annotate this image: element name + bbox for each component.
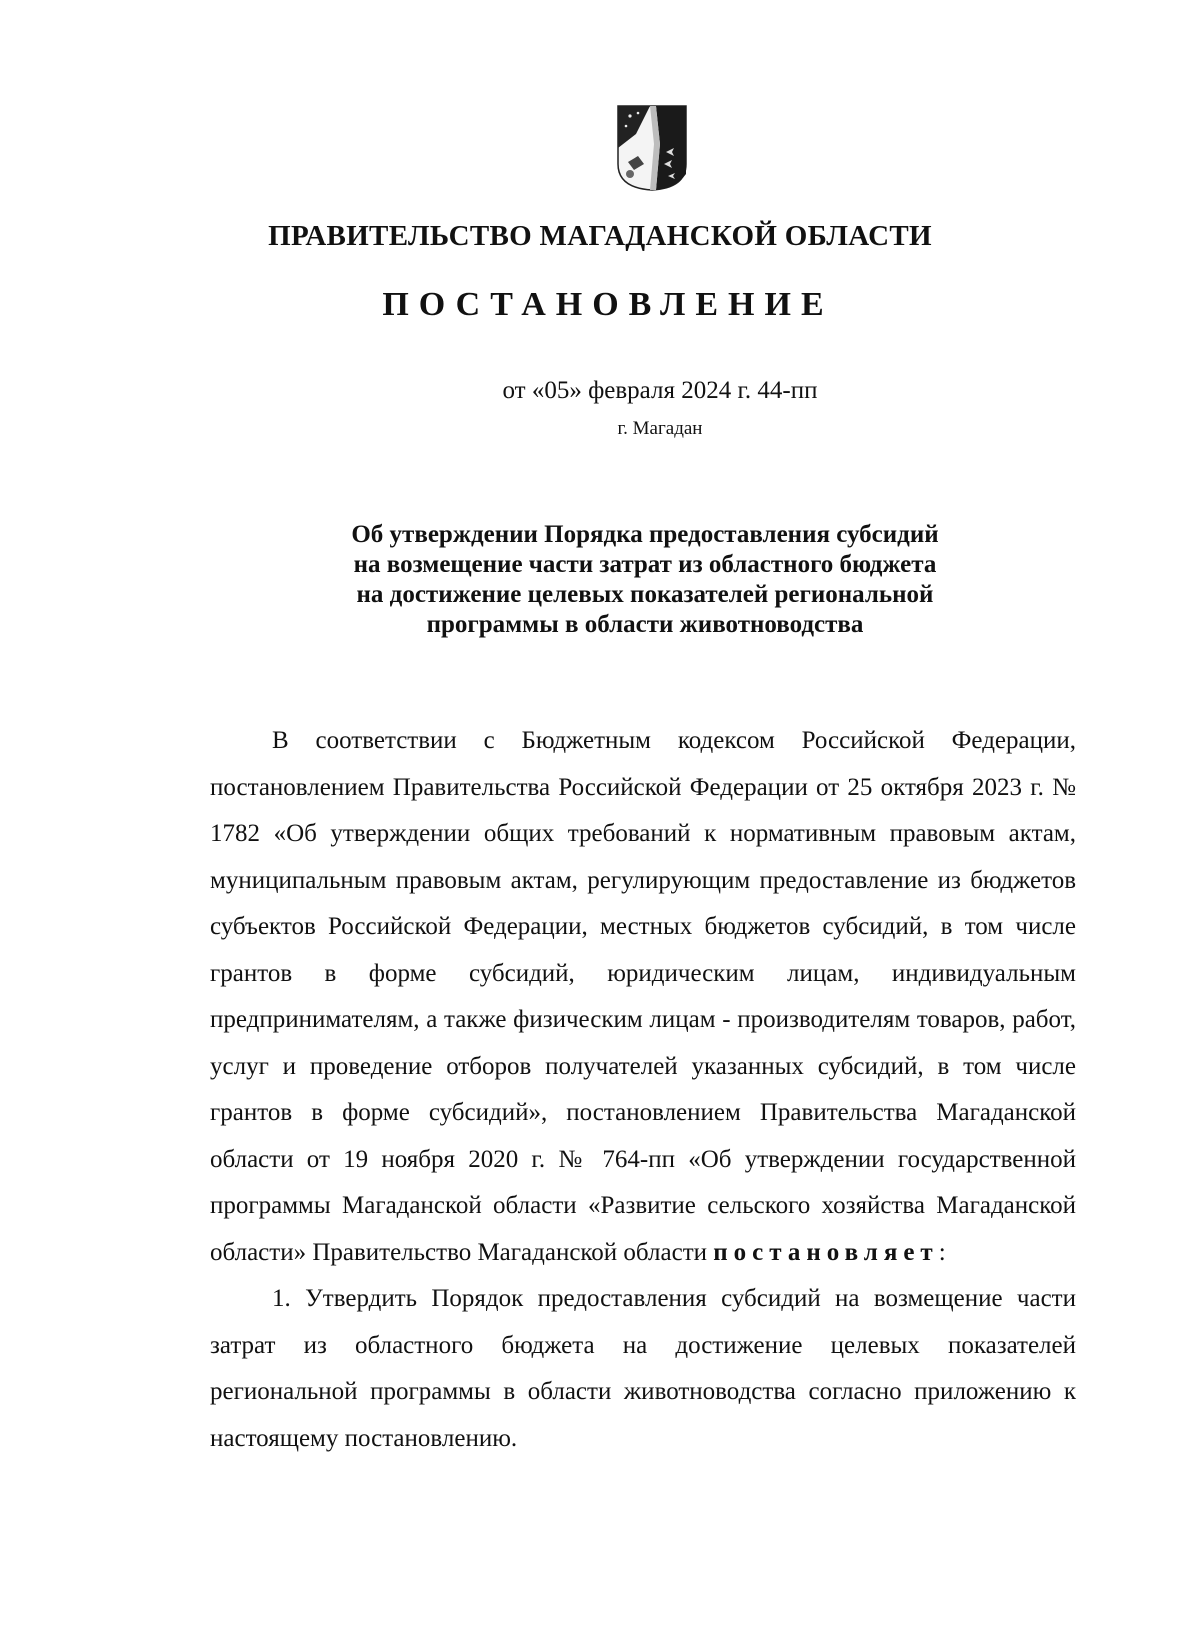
subject-line: на возмещение части затрат из областного бюджета [353, 551, 937, 578]
decree-word: постановляет [713, 1238, 939, 1266]
magadan-coat-of-arms-icon [616, 104, 688, 192]
item-1-paragraph: 1. Утвердить Порядок предоставления субсидий на возмещение части затрат из областного бюджета на достижение целевых показателей региональной программы в области животноводства согласно приложению к настоящему постановлению. [210, 1285, 1076, 1452]
subject-line: Об утверждении Порядка предоставления субсидий [351, 521, 939, 548]
document-type: ПОСТАНОВЛЕНИЕ [382, 286, 834, 323]
document-date-number: от «05» февраля 2024 г. 44-пп [502, 377, 818, 404]
preamble-text: В соответствии с Бюджетным кодексом Российской Федерации, постановлением Правительства Российской Федерации от 25 октября 2023 г. № 1782 «Об утверждении общих требований к нормативным правовым актам, муниципальным правовым актам, регулирующим предоставление из бюджетов субъектов Российской Федерации, местных бюджетов субсидий, в том числе грантов в форме субсидий, юридическим лицам, индивидуальным предпринимателям, а также физическим лицам - производителям товаров, работ, услуг и проведение отборов получателей указанных субсидий, в том числе грантов в форме субсидий», постановлением Правительства Магаданской области от 19 ноября 2020 г. № 764-пп «Об утверждении государственной программы Магаданской области «Развитие сельского хозяйства Магаданской области» Правительство Магаданской области [210, 727, 1076, 1266]
subject-line: программы в области животноводства [426, 611, 864, 638]
subject-line: на достижение целевых показателей региональной [356, 581, 934, 608]
decree-colon: : [938, 1238, 946, 1266]
document-subject [260, 520, 1030, 640]
document-body [210, 718, 1076, 1462]
government-title: ПРАВИТЕЛЬСТВО МАГАДАНСКОЙ ОБЛАСТИ [268, 220, 932, 252]
preamble-paragraph [210, 718, 1076, 1276]
document-city: г. Магадан [617, 418, 703, 439]
